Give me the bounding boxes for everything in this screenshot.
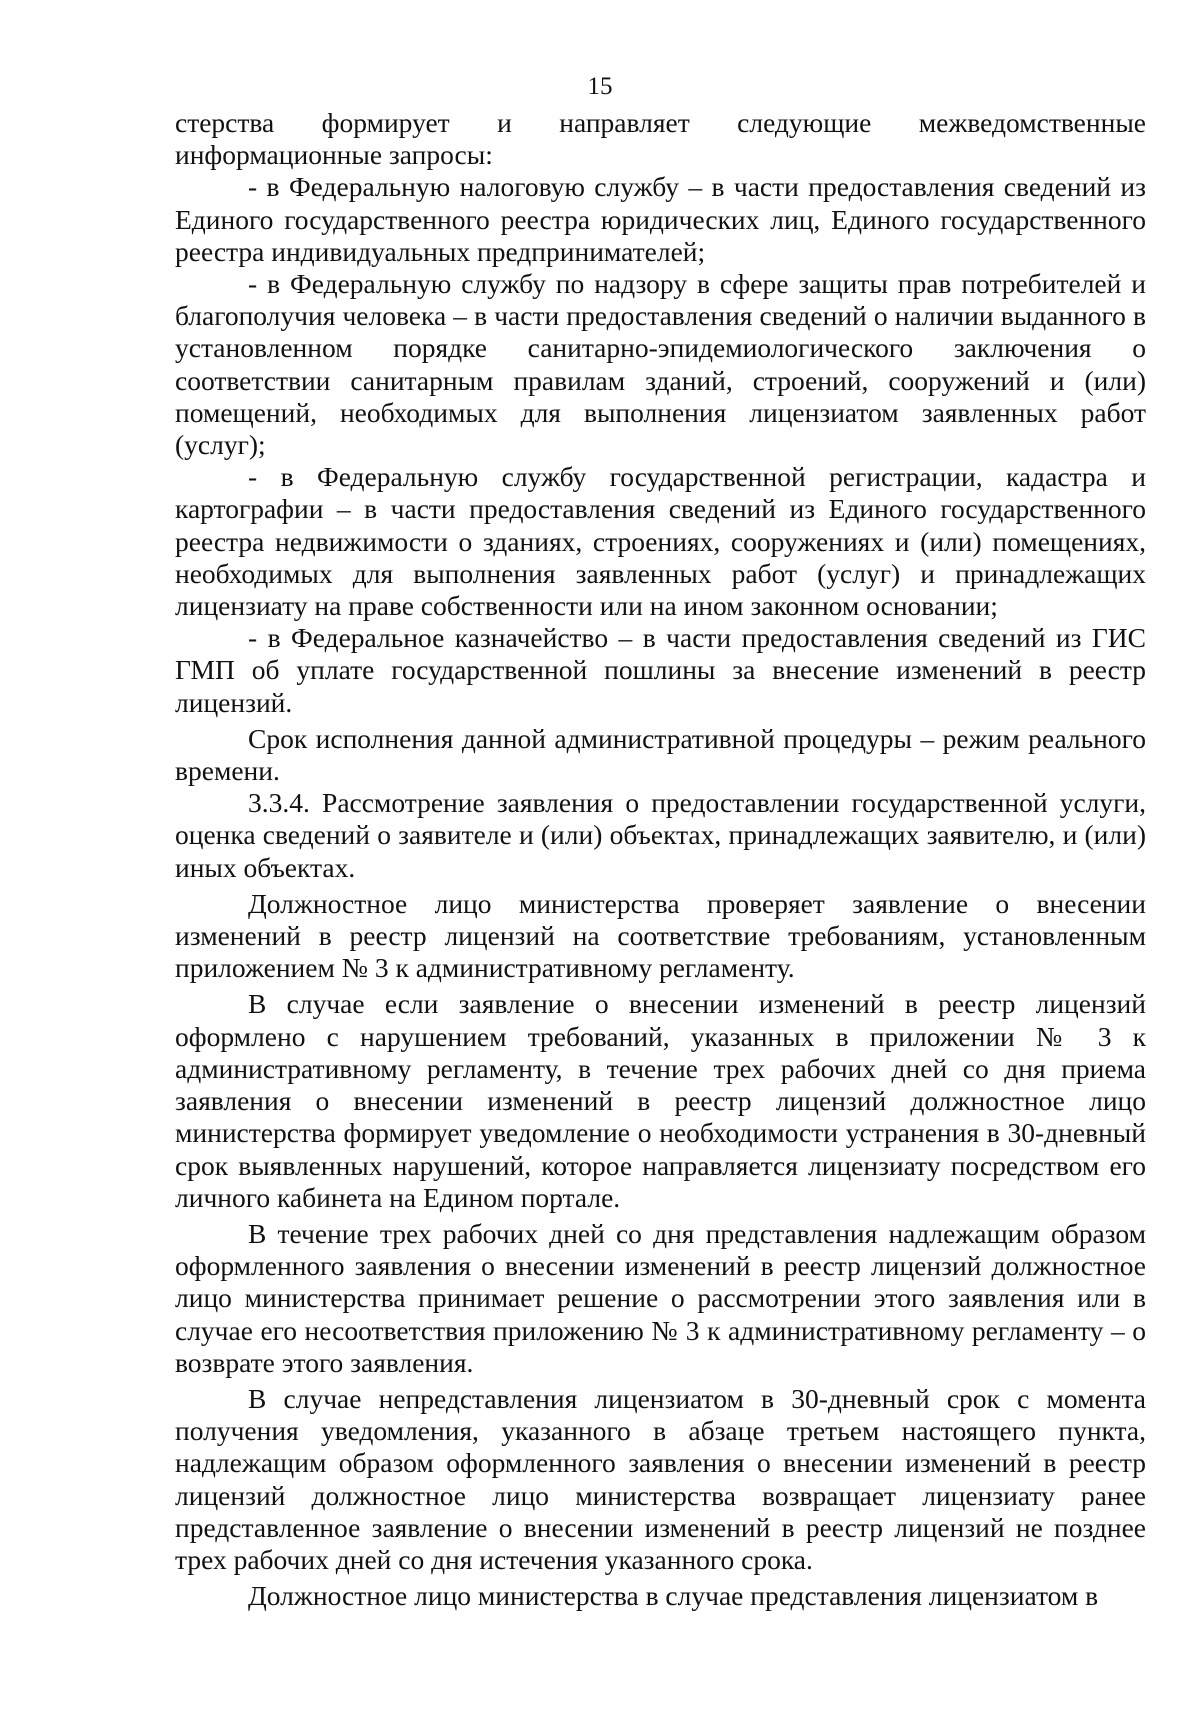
paragraph-cadastre: - в Федеральную службу государственной регистрации, кадастра и картографии – в части предоставления сведений из Единого государственного реестра недвижимости о зданиях, строениях, сооружениях и (или) помещениях, необходимых для выполнения заявленных работ (услуг) и принадлежащих лицензиату на праве собственности или на ином законном основании;	[175, 461, 1146, 622]
paragraph-continuation: стерства формирует и направляет следующие межведомственные информационные запросы:	[175, 107, 1146, 171]
paragraph-decision-term: В течение трех рабочих дней со дня представления надлежащим образом оформленного заявления о внесении изменений в реестр лицензий должностное лицо министерства принимает решение о рассмотрении этого заявления или в случае его несоответствия приложению № 3 к административному регламенту – о возврате этого заявления.	[175, 1217, 1146, 1378]
paragraph-treasury: - в Федеральное казначейство – в части предоставления сведений из ГИС ГМП об уплате государственной пошлины за внесение изменений в реестр лицензий.	[175, 622, 1146, 718]
document-body	[175, 107, 1146, 1612]
page-number: 15	[587, 73, 613, 100]
paragraph-official-checks: Должностное лицо министерства проверяет заявление о внесении изменений в реестр лицензий на соответствие требованиям, установленным приложением № 3 к административному регламенту.	[175, 887, 1146, 984]
paragraph-consumer-protection: - в Федеральную службу по надзору в сфере защиты прав потребителей и благополучия человека – в части предоставления сведений о наличии выданного в установленном порядке санитарно-эпидемиологического заключения о соответствии санитарным правилам зданий, строений, сооружений и (или) помещений, необходимых для выполнения лицензиатом заявленных работ (услуг);	[175, 268, 1146, 461]
paragraph-tax-service: - в Федеральную налоговую службу – в части предоставления сведений из Единого государственного реестра юридических лиц, Единого государственного реестра индивидуальных предпринимателей;	[175, 171, 1146, 267]
paragraph-final-fragment: Должностное лицо министерства в случае представления лицензиатом в	[248, 1580, 1099, 1612]
paragraph-procedure-term: Срок исполнения данной административной процедуры – режим реального времени.	[175, 722, 1146, 787]
paragraph-return-application: В случае непредставления лицензиатом в 30-дневный срок с момента получения уведомления, указанного в абзаце третьем настоящего пункта, надлежащим образом оформленного заявления о внесении изменений в реестр лицензий должностное лицо министерства возвращает лицензиату ранее представленное заявление о внесении изменений в реестр лицензий не позднее трех рабочих дней со дня истечения указанного срока.	[175, 1382, 1146, 1575]
paragraph-section-3-3-4: 3.3.4. Рассмотрение заявления о предоставлении государственной услуги, оценка сведений о заявителе и (или) объектах, принадлежащих заявителю, и (или) иных объектах.	[175, 787, 1146, 883]
paragraph-violation-notice: В случае если заявление о внесении изменений в реестр лицензий оформлено с нарушением требований, указанных в приложении № 3 к административному регламенту, в течение трех рабочих дней со дня приема заявления о внесении изменений в реестр лицензий должностное лицо министерства формирует уведомление о необходимости устранения в 30-дневный срок выявленных нарушений, которое направляется лицензиату посредством его личного кабинета на Едином портале.	[175, 988, 1146, 1213]
